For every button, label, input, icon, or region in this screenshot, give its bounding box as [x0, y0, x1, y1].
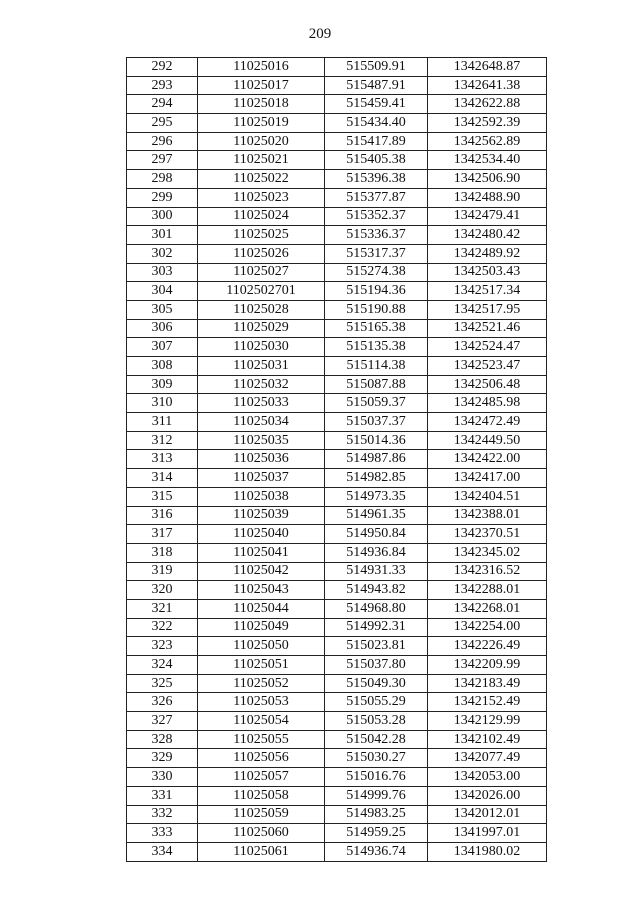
row-index-cell: 313	[127, 450, 198, 469]
y-coordinate-cell: 1342534.40	[428, 151, 547, 170]
row-index-cell: 317	[127, 525, 198, 544]
x-coordinate-cell: 515459.41	[325, 95, 428, 114]
point-id-cell: 11025037	[198, 469, 325, 488]
row-index-cell: 320	[127, 581, 198, 600]
row-index-cell: 323	[127, 637, 198, 656]
row-index-cell: 294	[127, 95, 198, 114]
row-index-cell: 324	[127, 656, 198, 675]
table-row	[127, 188, 547, 207]
y-coordinate-cell: 1342422.00	[428, 450, 547, 469]
point-id-cell: 11025051	[198, 656, 325, 675]
row-index-cell: 319	[127, 562, 198, 581]
row-index-cell: 306	[127, 319, 198, 338]
x-coordinate-cell: 515396.38	[325, 170, 428, 189]
table-row	[127, 263, 547, 282]
point-id-cell: 11025039	[198, 506, 325, 525]
row-index-cell: 302	[127, 244, 198, 263]
row-index-cell: 312	[127, 431, 198, 450]
y-coordinate-cell: 1342026.00	[428, 786, 547, 805]
y-coordinate-cell: 1342417.00	[428, 469, 547, 488]
y-coordinate-cell: 1342517.95	[428, 300, 547, 319]
x-coordinate-cell: 515274.38	[325, 263, 428, 282]
x-coordinate-cell: 515037.37	[325, 413, 428, 432]
y-coordinate-cell: 1342183.49	[428, 674, 547, 693]
row-index-cell: 328	[127, 730, 198, 749]
point-id-cell: 11025035	[198, 431, 325, 450]
x-coordinate-cell: 514968.80	[325, 599, 428, 618]
y-coordinate-cell: 1342592.39	[428, 114, 547, 133]
row-index-cell: 314	[127, 469, 198, 488]
table-row	[127, 525, 547, 544]
y-coordinate-cell: 1342404.51	[428, 487, 547, 506]
point-id-cell: 11025031	[198, 357, 325, 376]
point-id-cell: 11025061	[198, 842, 325, 861]
point-id-cell: 11025033	[198, 394, 325, 413]
table-row	[127, 76, 547, 95]
x-coordinate-cell: 515023.81	[325, 637, 428, 656]
x-coordinate-cell: 514961.35	[325, 506, 428, 525]
table-row	[127, 132, 547, 151]
table-row	[127, 469, 547, 488]
point-id-cell: 11025024	[198, 207, 325, 226]
y-coordinate-cell: 1342524.47	[428, 338, 547, 357]
table-row	[127, 114, 547, 133]
y-coordinate-cell: 1342388.01	[428, 506, 547, 525]
point-id-cell: 11025056	[198, 749, 325, 768]
row-index-cell: 326	[127, 693, 198, 712]
y-coordinate-cell: 1342480.42	[428, 226, 547, 245]
point-id-cell: 11025034	[198, 413, 325, 432]
x-coordinate-cell: 514987.86	[325, 450, 428, 469]
y-coordinate-cell: 1342641.38	[428, 76, 547, 95]
row-index-cell: 311	[127, 413, 198, 432]
y-coordinate-cell: 1342316.52	[428, 562, 547, 581]
row-index-cell: 307	[127, 338, 198, 357]
row-index-cell: 330	[127, 768, 198, 787]
x-coordinate-cell: 514983.25	[325, 805, 428, 824]
y-coordinate-cell: 1342489.92	[428, 244, 547, 263]
y-coordinate-cell: 1342129.99	[428, 712, 547, 731]
point-id-cell: 11025041	[198, 543, 325, 562]
row-index-cell: 310	[127, 394, 198, 413]
y-coordinate-cell: 1342053.00	[428, 768, 547, 787]
x-coordinate-cell: 514943.82	[325, 581, 428, 600]
row-index-cell: 333	[127, 824, 198, 843]
x-coordinate-cell: 514999.76	[325, 786, 428, 805]
point-id-cell: 11025027	[198, 263, 325, 282]
point-id-cell: 11025044	[198, 599, 325, 618]
y-coordinate-cell: 1342077.49	[428, 749, 547, 768]
x-coordinate-cell: 515016.76	[325, 768, 428, 787]
point-id-cell: 11025058	[198, 786, 325, 805]
x-coordinate-cell: 515336.37	[325, 226, 428, 245]
y-coordinate-cell: 1342521.46	[428, 319, 547, 338]
row-index-cell: 322	[127, 618, 198, 637]
page-number: 209	[308, 26, 332, 42]
row-index-cell: 327	[127, 712, 198, 731]
y-coordinate-cell: 1342488.90	[428, 188, 547, 207]
table-row	[127, 730, 547, 749]
point-id-cell: 11025016	[198, 58, 325, 77]
table-row	[127, 244, 547, 263]
point-id-cell: 11025026	[198, 244, 325, 263]
point-id-cell: 11025050	[198, 637, 325, 656]
x-coordinate-cell: 514959.25	[325, 824, 428, 843]
row-index-cell: 303	[127, 263, 198, 282]
point-id-cell: 11025020	[198, 132, 325, 151]
x-coordinate-cell: 515487.91	[325, 76, 428, 95]
table-row	[127, 394, 547, 413]
table-row	[127, 674, 547, 693]
table-row	[127, 506, 547, 525]
point-id-cell: 11025060	[198, 824, 325, 843]
y-coordinate-cell: 1342648.87	[428, 58, 547, 77]
row-index-cell: 316	[127, 506, 198, 525]
x-coordinate-cell: 515042.28	[325, 730, 428, 749]
point-id-cell: 11025025	[198, 226, 325, 245]
point-id-cell: 11025057	[198, 768, 325, 787]
x-coordinate-cell: 515377.87	[325, 188, 428, 207]
x-coordinate-cell: 515087.88	[325, 375, 428, 394]
row-index-cell: 293	[127, 76, 198, 95]
y-coordinate-cell: 1342506.90	[428, 170, 547, 189]
row-index-cell: 300	[127, 207, 198, 226]
x-coordinate-cell: 515055.29	[325, 693, 428, 712]
y-coordinate-cell: 1342226.49	[428, 637, 547, 656]
y-coordinate-cell: 1342268.01	[428, 599, 547, 618]
point-id-cell: 11025018	[198, 95, 325, 114]
point-id-cell: 11025038	[198, 487, 325, 506]
table-row	[127, 637, 547, 656]
x-coordinate-cell: 515114.38	[325, 357, 428, 376]
x-coordinate-cell: 515014.36	[325, 431, 428, 450]
point-id-cell: 11025049	[198, 618, 325, 637]
point-id-cell: 11025017	[198, 76, 325, 95]
table-row	[127, 842, 547, 861]
point-id-cell: 11025043	[198, 581, 325, 600]
row-index-cell: 298	[127, 170, 198, 189]
table-row	[127, 58, 547, 77]
y-coordinate-cell: 1342523.47	[428, 357, 547, 376]
table-row	[127, 95, 547, 114]
point-id-cell: 11025054	[198, 712, 325, 731]
x-coordinate-cell: 514992.31	[325, 618, 428, 637]
point-id-cell: 11025059	[198, 805, 325, 824]
table-row	[127, 300, 547, 319]
x-coordinate-cell: 515049.30	[325, 674, 428, 693]
x-coordinate-cell: 515434.40	[325, 114, 428, 133]
point-id-cell: 11025029	[198, 319, 325, 338]
row-index-cell: 305	[127, 300, 198, 319]
x-coordinate-cell: 514973.35	[325, 487, 428, 506]
table-row	[127, 413, 547, 432]
row-index-cell: 295	[127, 114, 198, 133]
table-row	[127, 207, 547, 226]
x-coordinate-cell: 515030.27	[325, 749, 428, 768]
y-coordinate-cell: 1342254.00	[428, 618, 547, 637]
y-coordinate-cell: 1342012.01	[428, 805, 547, 824]
point-id-cell: 11025036	[198, 450, 325, 469]
row-index-cell: 325	[127, 674, 198, 693]
x-coordinate-cell: 515135.38	[325, 338, 428, 357]
x-coordinate-cell: 515509.91	[325, 58, 428, 77]
table-row	[127, 618, 547, 637]
table-row	[127, 170, 547, 189]
row-index-cell: 299	[127, 188, 198, 207]
table-row	[127, 431, 547, 450]
table-row	[127, 656, 547, 675]
x-coordinate-cell: 515405.38	[325, 151, 428, 170]
x-coordinate-cell: 514936.84	[325, 543, 428, 562]
table-row	[127, 375, 547, 394]
y-coordinate-cell: 1342209.99	[428, 656, 547, 675]
table-row	[127, 338, 547, 357]
x-coordinate-cell: 515352.37	[325, 207, 428, 226]
y-coordinate-cell: 1341997.01	[428, 824, 547, 843]
row-index-cell: 308	[127, 357, 198, 376]
table-row	[127, 357, 547, 376]
table-row	[127, 543, 547, 562]
y-coordinate-cell: 1342479.41	[428, 207, 547, 226]
table-row	[127, 282, 547, 301]
y-coordinate-cell: 1342517.34	[428, 282, 547, 301]
row-index-cell: 304	[127, 282, 198, 301]
x-coordinate-cell: 514931.33	[325, 562, 428, 581]
x-coordinate-cell: 514982.85	[325, 469, 428, 488]
point-id-cell: 11025052	[198, 674, 325, 693]
y-coordinate-cell: 1342288.01	[428, 581, 547, 600]
row-index-cell: 332	[127, 805, 198, 824]
x-coordinate-cell: 515053.28	[325, 712, 428, 731]
table-row	[127, 581, 547, 600]
table-row	[127, 693, 547, 712]
point-id-cell: 11025022	[198, 170, 325, 189]
y-coordinate-cell: 1342102.49	[428, 730, 547, 749]
x-coordinate-cell: 515165.38	[325, 319, 428, 338]
table-row	[127, 151, 547, 170]
row-index-cell: 292	[127, 58, 198, 77]
point-id-cell: 11025028	[198, 300, 325, 319]
row-index-cell: 296	[127, 132, 198, 151]
y-coordinate-cell: 1342485.98	[428, 394, 547, 413]
x-coordinate-cell: 515037.80	[325, 656, 428, 675]
y-coordinate-cell: 1342506.48	[428, 375, 547, 394]
y-coordinate-cell: 1342562.89	[428, 132, 547, 151]
table-row	[127, 749, 547, 768]
y-coordinate-cell: 1342152.49	[428, 693, 547, 712]
y-coordinate-cell: 1342370.51	[428, 525, 547, 544]
y-coordinate-cell: 1342345.02	[428, 543, 547, 562]
table-row	[127, 599, 547, 618]
table-row	[127, 712, 547, 731]
row-index-cell: 301	[127, 226, 198, 245]
table-row	[127, 768, 547, 787]
x-coordinate-cell: 515317.37	[325, 244, 428, 263]
y-coordinate-cell: 1342622.88	[428, 95, 547, 114]
point-id-cell: 11025023	[198, 188, 325, 207]
table-body	[127, 58, 547, 862]
y-coordinate-cell: 1342449.50	[428, 431, 547, 450]
table-row	[127, 824, 547, 843]
y-coordinate-cell: 1342472.49	[428, 413, 547, 432]
point-id-cell: 11025042	[198, 562, 325, 581]
y-coordinate-cell: 1342503.43	[428, 263, 547, 282]
x-coordinate-cell: 515417.89	[325, 132, 428, 151]
x-coordinate-cell: 515194.36	[325, 282, 428, 301]
point-id-cell: 11025040	[198, 525, 325, 544]
x-coordinate-cell: 514950.84	[325, 525, 428, 544]
table-row	[127, 487, 547, 506]
x-coordinate-cell: 514936.74	[325, 842, 428, 861]
point-id-cell: 11025055	[198, 730, 325, 749]
row-index-cell: 297	[127, 151, 198, 170]
row-index-cell: 331	[127, 786, 198, 805]
table-row	[127, 562, 547, 581]
row-index-cell: 329	[127, 749, 198, 768]
row-index-cell: 334	[127, 842, 198, 861]
y-coordinate-cell: 1341980.02	[428, 842, 547, 861]
point-id-cell: 11025019	[198, 114, 325, 133]
table-row	[127, 319, 547, 338]
row-index-cell: 309	[127, 375, 198, 394]
table-row	[127, 786, 547, 805]
row-index-cell: 315	[127, 487, 198, 506]
table-row	[127, 805, 547, 824]
table-row	[127, 226, 547, 245]
coordinates-table	[126, 57, 547, 862]
point-id-cell: 11025053	[198, 693, 325, 712]
point-id-cell: 1102502701	[198, 282, 325, 301]
row-index-cell: 318	[127, 543, 198, 562]
x-coordinate-cell: 515190.88	[325, 300, 428, 319]
table-row	[127, 450, 547, 469]
point-id-cell: 11025021	[198, 151, 325, 170]
point-id-cell: 11025032	[198, 375, 325, 394]
row-index-cell: 321	[127, 599, 198, 618]
x-coordinate-cell: 515059.37	[325, 394, 428, 413]
point-id-cell: 11025030	[198, 338, 325, 357]
